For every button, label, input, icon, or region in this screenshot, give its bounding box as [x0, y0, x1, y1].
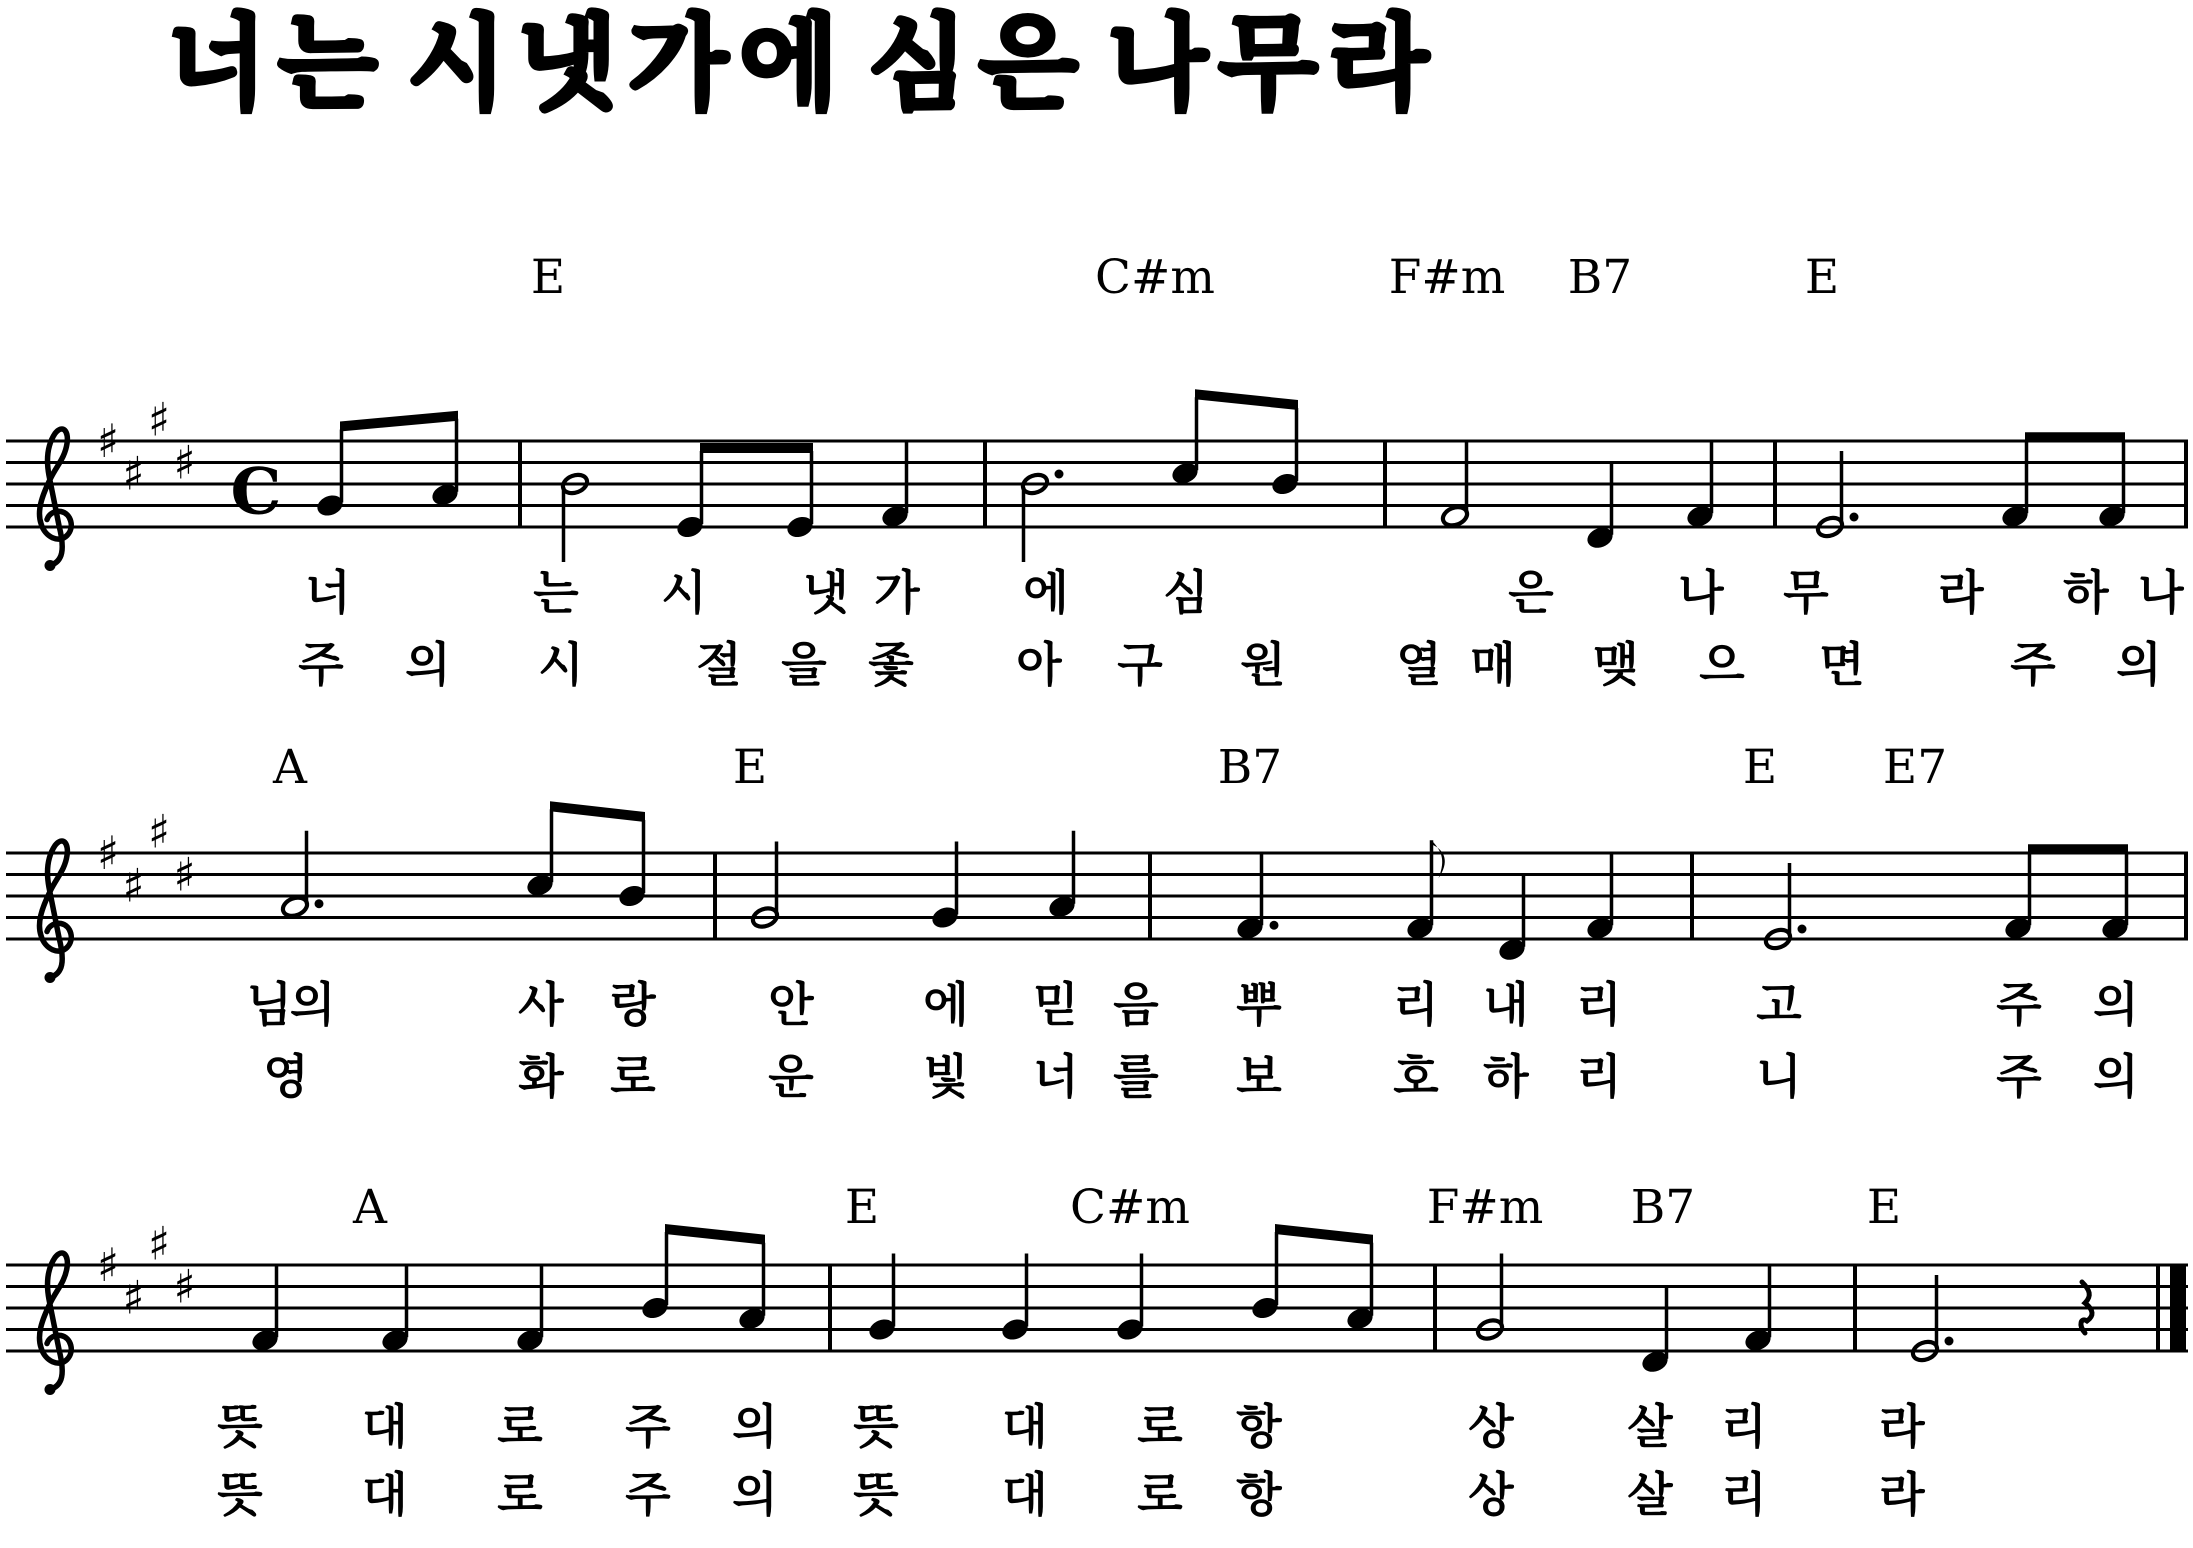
augmentation-dot	[315, 899, 324, 908]
lyric-syllable: 리	[1576, 978, 1620, 1033]
beam	[1195, 389, 1298, 410]
sharp-sign: ♯	[173, 435, 196, 490]
lyric-syllable: 의	[732, 1468, 776, 1523]
lyric-syllable: 대	[1002, 1400, 1046, 1455]
lyric-syllable: 아	[1016, 638, 1060, 693]
lyric-syllable: 로	[610, 1050, 654, 1105]
lyric-syllable: 항	[1236, 1468, 1280, 1523]
lyric-syllable: 라	[1879, 1468, 1923, 1523]
beam	[665, 1224, 765, 1245]
note-G#4	[1114, 1254, 1145, 1344]
augmentation-dot	[1798, 925, 1807, 934]
lyric-syllable: 주	[625, 1468, 669, 1523]
lyric-syllable: 뜻	[853, 1400, 897, 1455]
lyric-syllable: 너	[305, 566, 349, 621]
sharp-sign: ♯	[122, 858, 145, 913]
lyric-syllable: 살	[1627, 1400, 1671, 1455]
lyric-syllable: 에	[923, 978, 967, 1033]
lyric-syllable: 니	[1756, 1050, 1800, 1105]
lyric-syllable: 리	[1721, 1400, 1765, 1455]
lyric-syllable: 운	[768, 1050, 812, 1105]
lyric-syllable: 살	[1627, 1468, 1671, 1523]
lyric-syllable: 무	[1783, 566, 1827, 621]
sharp-sign: ♯	[173, 847, 196, 902]
lyric-syllable: 시	[661, 566, 705, 621]
chord-label: C#m	[1070, 1180, 1190, 1235]
lyric-syllable: 리	[1393, 978, 1437, 1033]
lyric-syllable: 라	[1938, 566, 1982, 621]
chord-label: E	[530, 250, 566, 305]
lyric-syllable: 나	[1678, 566, 1722, 621]
eighth-flag	[1432, 840, 1445, 878]
sharp-sign: ♯	[96, 826, 120, 880]
beam	[340, 411, 458, 432]
lyric-syllable: 시	[538, 638, 582, 693]
augmentation-dot	[1055, 470, 1064, 479]
lyric-syllable: 라	[1879, 1400, 1923, 1455]
chord-label: E	[1742, 740, 1778, 795]
lyric-syllable: 뜻	[217, 1468, 261, 1523]
lyric-syllable: 의	[732, 1400, 776, 1455]
augmentation-dot	[1270, 921, 1279, 930]
lyric-syllable: 심	[1163, 566, 1207, 621]
chord-label: F#m	[1388, 250, 1506, 305]
chord-label: C#m	[1095, 250, 1215, 305]
chord-label: A	[273, 740, 307, 795]
lyric-syllable: 대	[362, 1400, 406, 1455]
lyric-syllable: 님의	[246, 978, 334, 1033]
lyric-syllable: 로	[1137, 1468, 1181, 1523]
lyric-syllable: 안	[768, 978, 812, 1033]
lyric-syllable: 뜻	[217, 1400, 261, 1455]
chord-label: B7	[1567, 250, 1633, 305]
beam	[2025, 432, 2125, 442]
lyric-syllable: 호	[1393, 1050, 1437, 1105]
sharp-sign: ♯	[147, 804, 171, 859]
chord-label: E	[732, 740, 768, 795]
sharp-sign: ♯	[147, 1216, 171, 1271]
lyric-syllable: 내	[1483, 978, 1527, 1033]
lyric-syllable: 주	[625, 1400, 669, 1455]
chord-label: E	[1866, 1180, 1902, 1235]
sharp-sign: ♯	[147, 392, 171, 447]
lyric-syllable: 은	[1508, 566, 1552, 621]
sharp-sign: ♯	[122, 1270, 145, 1325]
lyric-syllable: 맺	[1593, 638, 1637, 693]
lyric-syllable: 가	[874, 566, 918, 621]
lyric-syllable: 의	[405, 638, 449, 693]
lyric-syllable: 하	[2063, 566, 2107, 621]
final-barline-thick	[2170, 1265, 2186, 1351]
lyric-syllable: 대	[362, 1468, 406, 1523]
lyric-syllable: 랑	[610, 978, 654, 1033]
chord-label: F#m	[1426, 1180, 1544, 1235]
lyric-syllable: 원	[1240, 638, 1284, 693]
lyric-syllable: 냇	[803, 566, 847, 621]
lyric-syllable: 를	[1113, 1050, 1157, 1105]
beam	[550, 801, 645, 822]
lyric-syllable: 리	[1576, 1050, 1620, 1105]
chord-label: E7	[1882, 740, 1948, 795]
lyric-syllable: 빛	[923, 1050, 967, 1105]
lyric-syllable: 주	[1996, 978, 2040, 1033]
lyric-syllable: 뜻	[853, 1468, 897, 1523]
note-G#4	[866, 1254, 897, 1344]
lyric-syllable: 상	[1468, 1400, 1512, 1455]
note-G#4	[929, 842, 960, 932]
treble-clef-icon	[39, 429, 71, 571]
lyric-syllable: 항	[1236, 1400, 1280, 1455]
treble-clef-icon	[39, 1253, 71, 1395]
lyric-syllable: 뿌	[1236, 978, 1280, 1033]
title-word: 시냇가에	[407, 5, 850, 124]
lyric-syllable: 으	[1699, 638, 1743, 693]
lyric-syllable: 너	[1033, 1050, 1077, 1105]
augmentation-dot	[1850, 513, 1859, 522]
beam	[2028, 844, 2128, 854]
title-word: 심은	[868, 5, 1090, 124]
title-word: 너는	[168, 5, 390, 124]
chord-label: E	[844, 1180, 880, 1235]
lyric-syllable: 의	[2093, 978, 2137, 1033]
lyric-syllable: 주	[298, 638, 342, 693]
lyric-syllable: 리	[1721, 1468, 1765, 1523]
title-word: 나무라	[1108, 5, 1440, 124]
lyric-syllable: 사	[518, 978, 562, 1033]
lyric-syllable: 로	[497, 1400, 541, 1455]
chord-label: B7	[1217, 740, 1283, 795]
note-F#4	[1404, 840, 1444, 942]
note-G#4	[999, 1254, 1030, 1344]
sharp-sign: ♯	[96, 1238, 120, 1292]
lyric-syllable: 는	[533, 566, 577, 621]
beam	[700, 443, 813, 453]
lyric-syllable: 화	[518, 1050, 562, 1105]
lyric-syllable: 을	[781, 638, 825, 693]
treble-clef-icon	[39, 841, 71, 983]
lyric-syllable: 주	[1996, 1050, 2040, 1105]
lyric-syllable: 주	[2010, 638, 2054, 693]
lyric-syllable: 대	[1002, 1468, 1046, 1523]
lyric-syllable: 의	[2116, 638, 2160, 693]
lyric-syllable: 로	[497, 1468, 541, 1523]
lyric-syllable: 로	[1137, 1400, 1181, 1455]
sharp-sign: ♯	[122, 446, 145, 501]
time-signature-common: C	[230, 454, 282, 530]
lyric-syllable: 하	[1483, 1050, 1527, 1105]
lyric-syllable: 보	[1236, 1050, 1280, 1105]
lyric-syllable: 에	[1023, 566, 1067, 621]
lyric-syllable: 영	[263, 1050, 307, 1105]
lyric-syllable: 절	[696, 638, 740, 693]
chord-label: E	[1804, 250, 1840, 305]
lyric-syllable: 고	[1756, 978, 1800, 1033]
lyric-syllable: 좇	[868, 638, 912, 693]
lyric-syllable: 열	[1396, 638, 1440, 693]
lyric-syllable: 의	[2093, 1050, 2137, 1105]
lyric-syllable: 나	[2138, 566, 2182, 621]
lyric-syllable: 상	[1468, 1468, 1512, 1523]
lyric-syllable: 구	[1117, 638, 1161, 693]
lyric-syllable: 믿	[1033, 978, 1077, 1033]
beam	[1275, 1224, 1373, 1245]
lyric-syllable: 매	[1470, 638, 1514, 693]
sharp-sign: ♯	[173, 1259, 196, 1314]
chord-label: A	[353, 1180, 387, 1235]
chord-label: B7	[1630, 1180, 1696, 1235]
lyric-syllable: 면	[1819, 638, 1863, 693]
sharp-sign: ♯	[96, 414, 120, 468]
lyric-syllable: 음	[1113, 978, 1157, 1033]
augmentation-dot	[1945, 1337, 1954, 1346]
